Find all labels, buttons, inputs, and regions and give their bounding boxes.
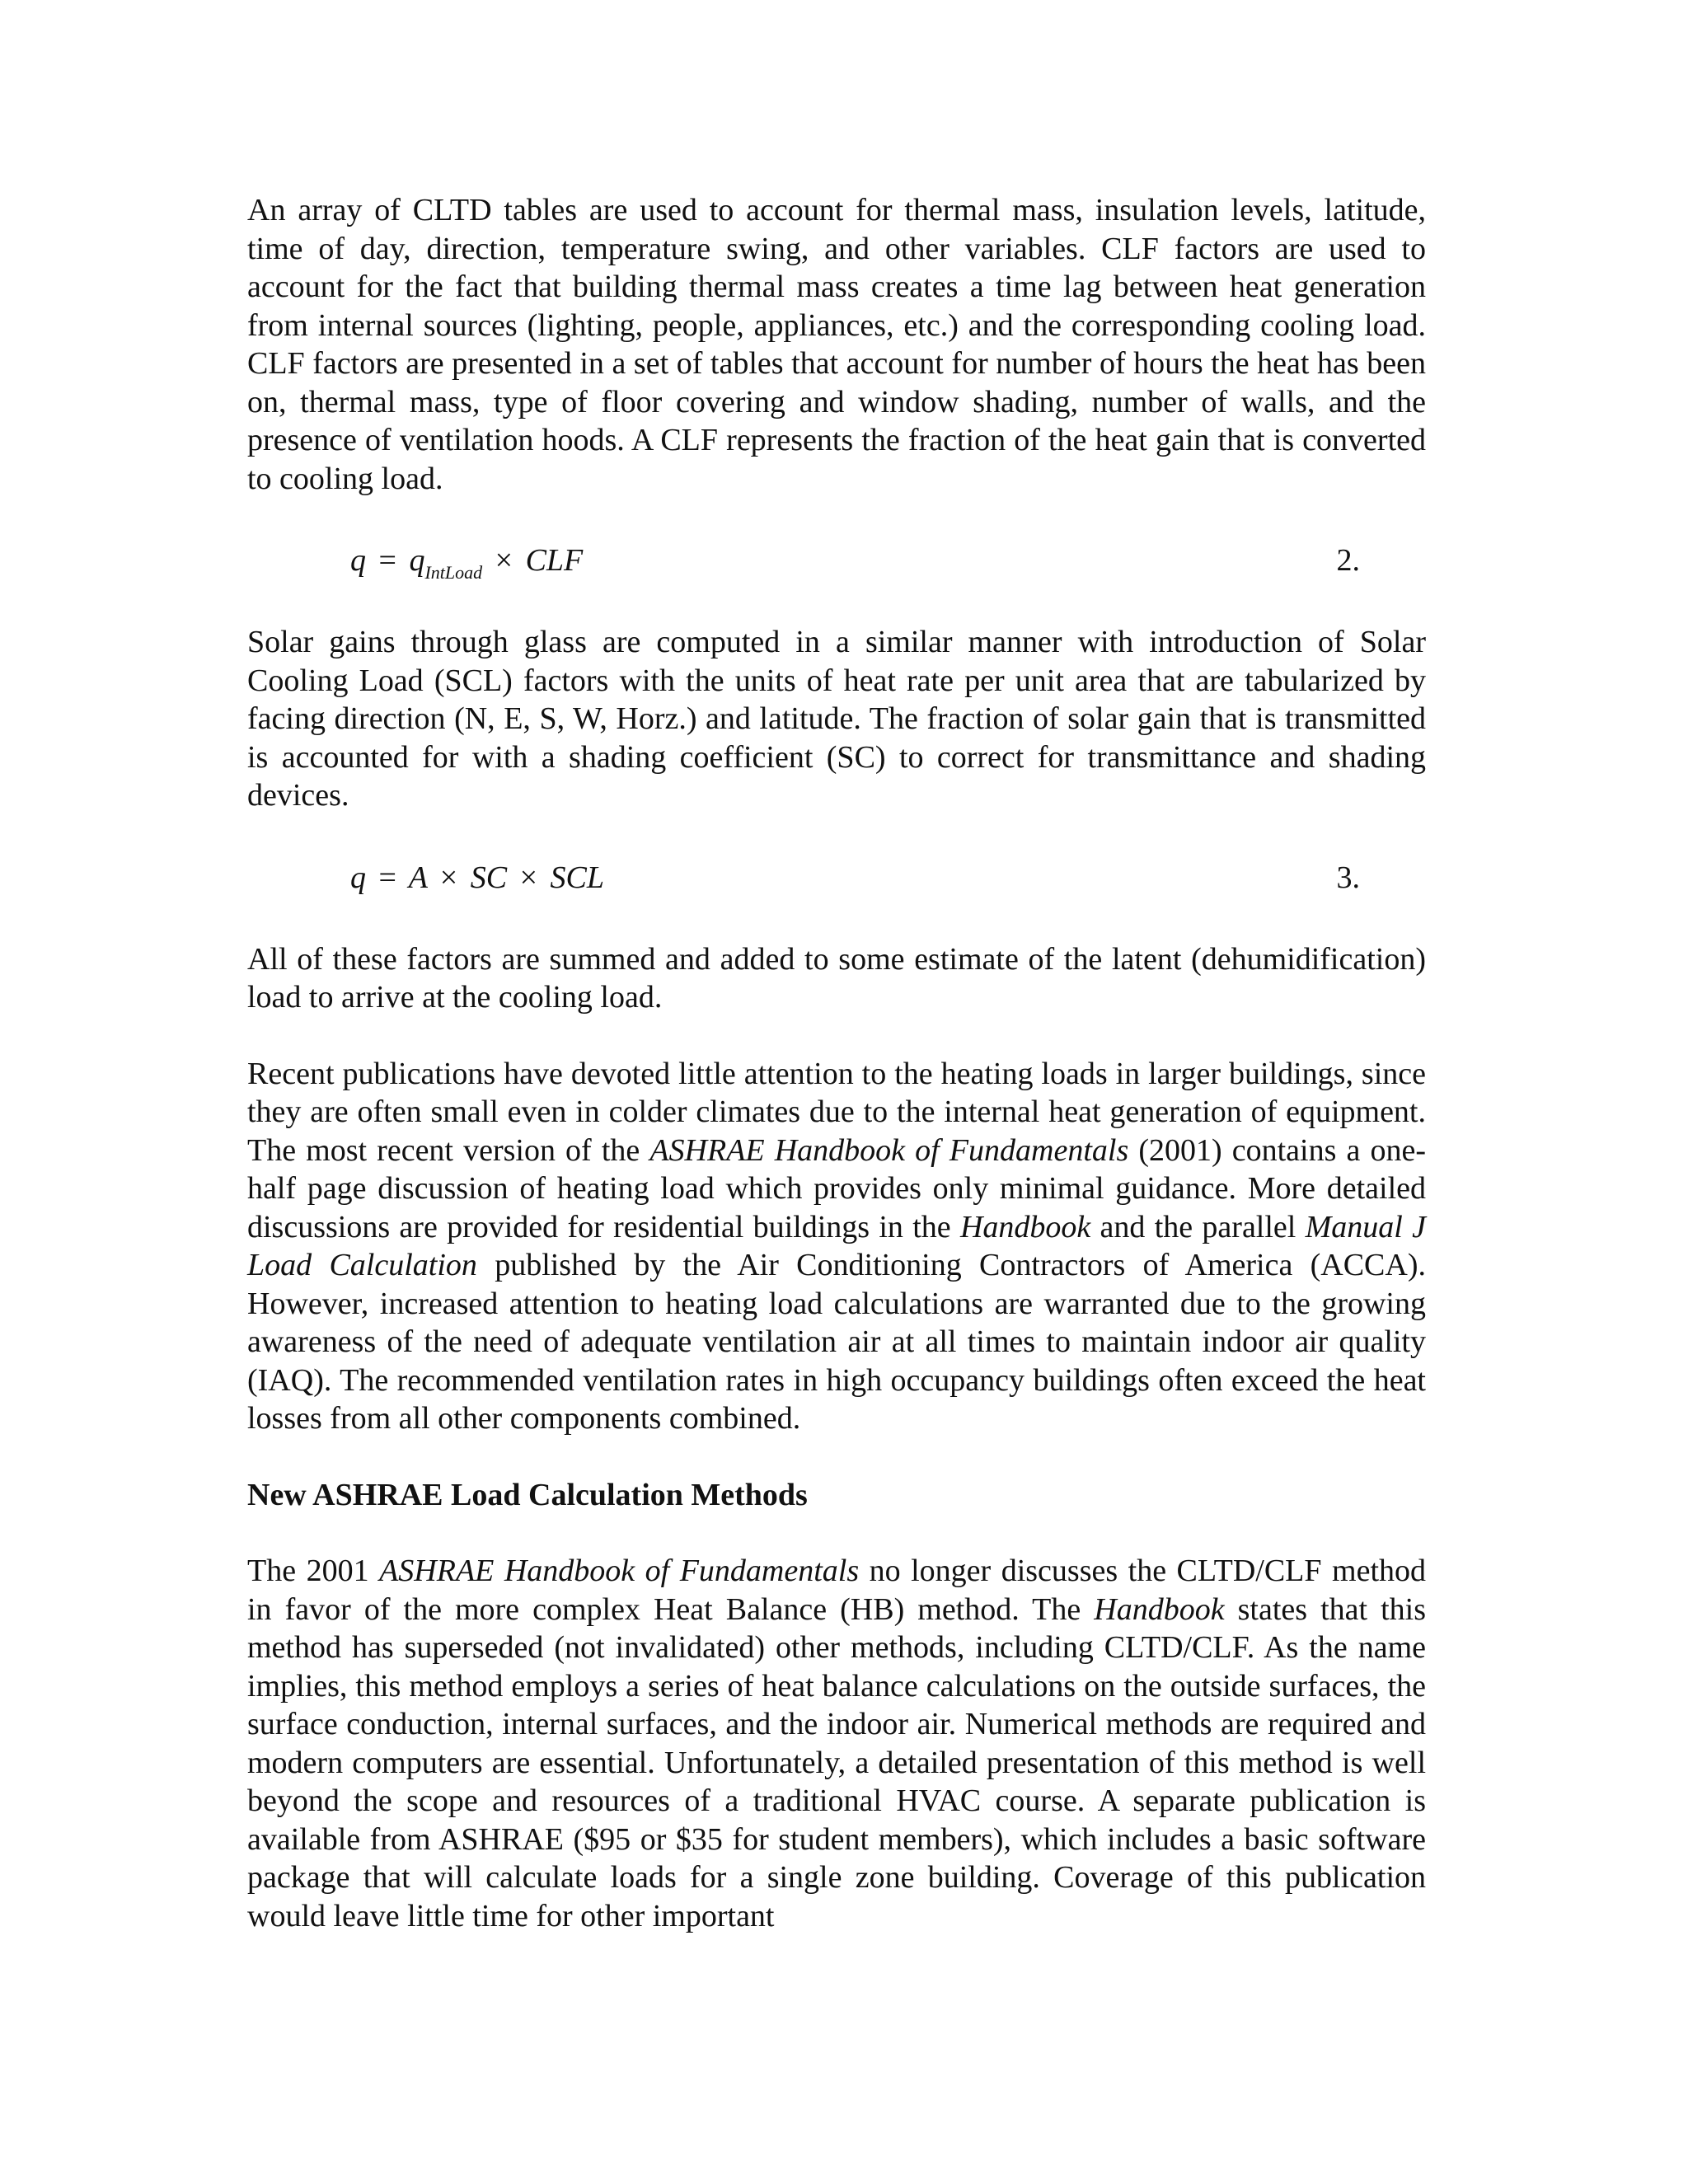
p5-text-2: no longer discusses the CLTD/CLF method in favor of the more complex Heat Balance (HB) method. The [247, 1554, 1426, 1627]
eq2-clf: CLF [525, 543, 584, 578]
eq2-subscript: IntLoad [424, 562, 483, 583]
p5-italic-handbook-title: ASHRAE Handbook of Fundamentals [379, 1554, 860, 1588]
eq3-times-2: × [519, 860, 538, 895]
eq3-scl: SCL [550, 860, 605, 895]
eq3-lhs: q [350, 860, 366, 895]
p4-italic-manual-j: Manual J Load Calculation [247, 1209, 1427, 1282]
p4-italic-handbook-title: ASHRAE Handbook of Fundamentals [649, 1132, 1129, 1168]
p4-italic-handbook: Handbook [959, 1209, 1091, 1244]
eq2-times: × [495, 543, 513, 578]
eq2-lhs: q [350, 543, 366, 578]
eq3-equals: = [378, 860, 396, 895]
p5-text-1: The 2001 [247, 1554, 380, 1588]
eq3-sc: SC [470, 860, 508, 895]
equation-2 [247, 536, 1426, 585]
paragraph-summed-factors: All of these factors are summed and added to some estimate of the latent (dehumidification) load to arrive at the cooling load. [247, 941, 1426, 1015]
equation-2-expression [350, 536, 583, 598]
p5-italic-handbook: Handbook [1094, 1591, 1225, 1627]
paragraph-heating-loads [247, 1055, 1426, 1438]
eq3-times-1: × [439, 860, 458, 895]
equation-3-number: 3. [1336, 860, 1360, 895]
eq3-a: A [408, 860, 428, 895]
section-heading: New ASHRAE Load Calculation Methods [247, 1477, 808, 1512]
equation-3 [247, 853, 1426, 902]
paragraph-cltd-clf: An array of CLTD tables are used to account for thermal mass, insulation levels, latitude, time of day, direction, temperature swing, and other variables. CLF factors are used to account for the fact that building thermal mass creates a time lag between heat generation from internal sources (lighting, people, appliances, etc.) and the corresponding cooling load. CLF factors are presented in a set of tables that account for number of hours the heat has been on, thermal mass, type of floor covering and window shading, number of walls, and the presence of ventilation hoods. A CLF represents the fraction of the heat gain that is converted to cooling load. [247, 193, 1426, 496]
equation-2-number: 2. [1336, 543, 1360, 578]
document-page [247, 191, 1426, 1935]
eq2-q: q [409, 543, 425, 578]
p4-text-4: published by the Air Conditioning Contractors of America (ACCA). However, increased attention to heating load calculations are warranted due to the growing awareness of the need of adequate ventilation air at all times to maintain indoor air quality (IAQ). The recommended ventilation rates in high occupancy buildings often exceed the heat losses from all other components combined. [247, 1248, 1427, 1436]
p4-text-1: Recent publications have devoted little attention to the heating loads in larger buildings, since they are often small even in colder climates due to the internal heat generation of equipment. The most recent version of the [247, 1056, 1426, 1168]
p5-text-3: states that this method has superseded (not invalidated) other methods, including CLTD/CLF. As the name implies, this method employs a series of heat balance calculations on the outside surfaces, the surface conduction, internal surfaces, and the indoor air. Numerical methods are required and modern computers are essential. Unfortunately, a detailed presentation of this method is well beyond the scope and resources of a traditional HVAC course. A separate publication is available from ASHRAE ($95 or $35 for student members), which includes a basic software package that will calculate loads for a single zone building. Coverage of this publication would leave little time for other important [247, 1591, 1426, 1933]
p4-text-2: (2001) contains a one-half page discussion of heating load which provides only minimal guidance. More detailed discussions are provided for residential buildings in the [247, 1132, 1426, 1244]
equation-3-expression [350, 853, 604, 902]
paragraph-heat-balance [247, 1552, 1426, 1935]
p4-text-3: and the parallel [1090, 1209, 1306, 1244]
eq2-equals: = [378, 543, 396, 578]
paragraph-solar-gains: Solar gains through glass are computed in a similar manner with introduction of Solar Cooling Load (SCL) factors with the units of heat rate per unit area that are tabularized by facing direction (N, E, S, W, Horz.) and latitude. The fraction of solar gain that is transmitted is accounted for with a shading coefficient (SC) to correct for transmittance and shading devices. [247, 625, 1426, 813]
